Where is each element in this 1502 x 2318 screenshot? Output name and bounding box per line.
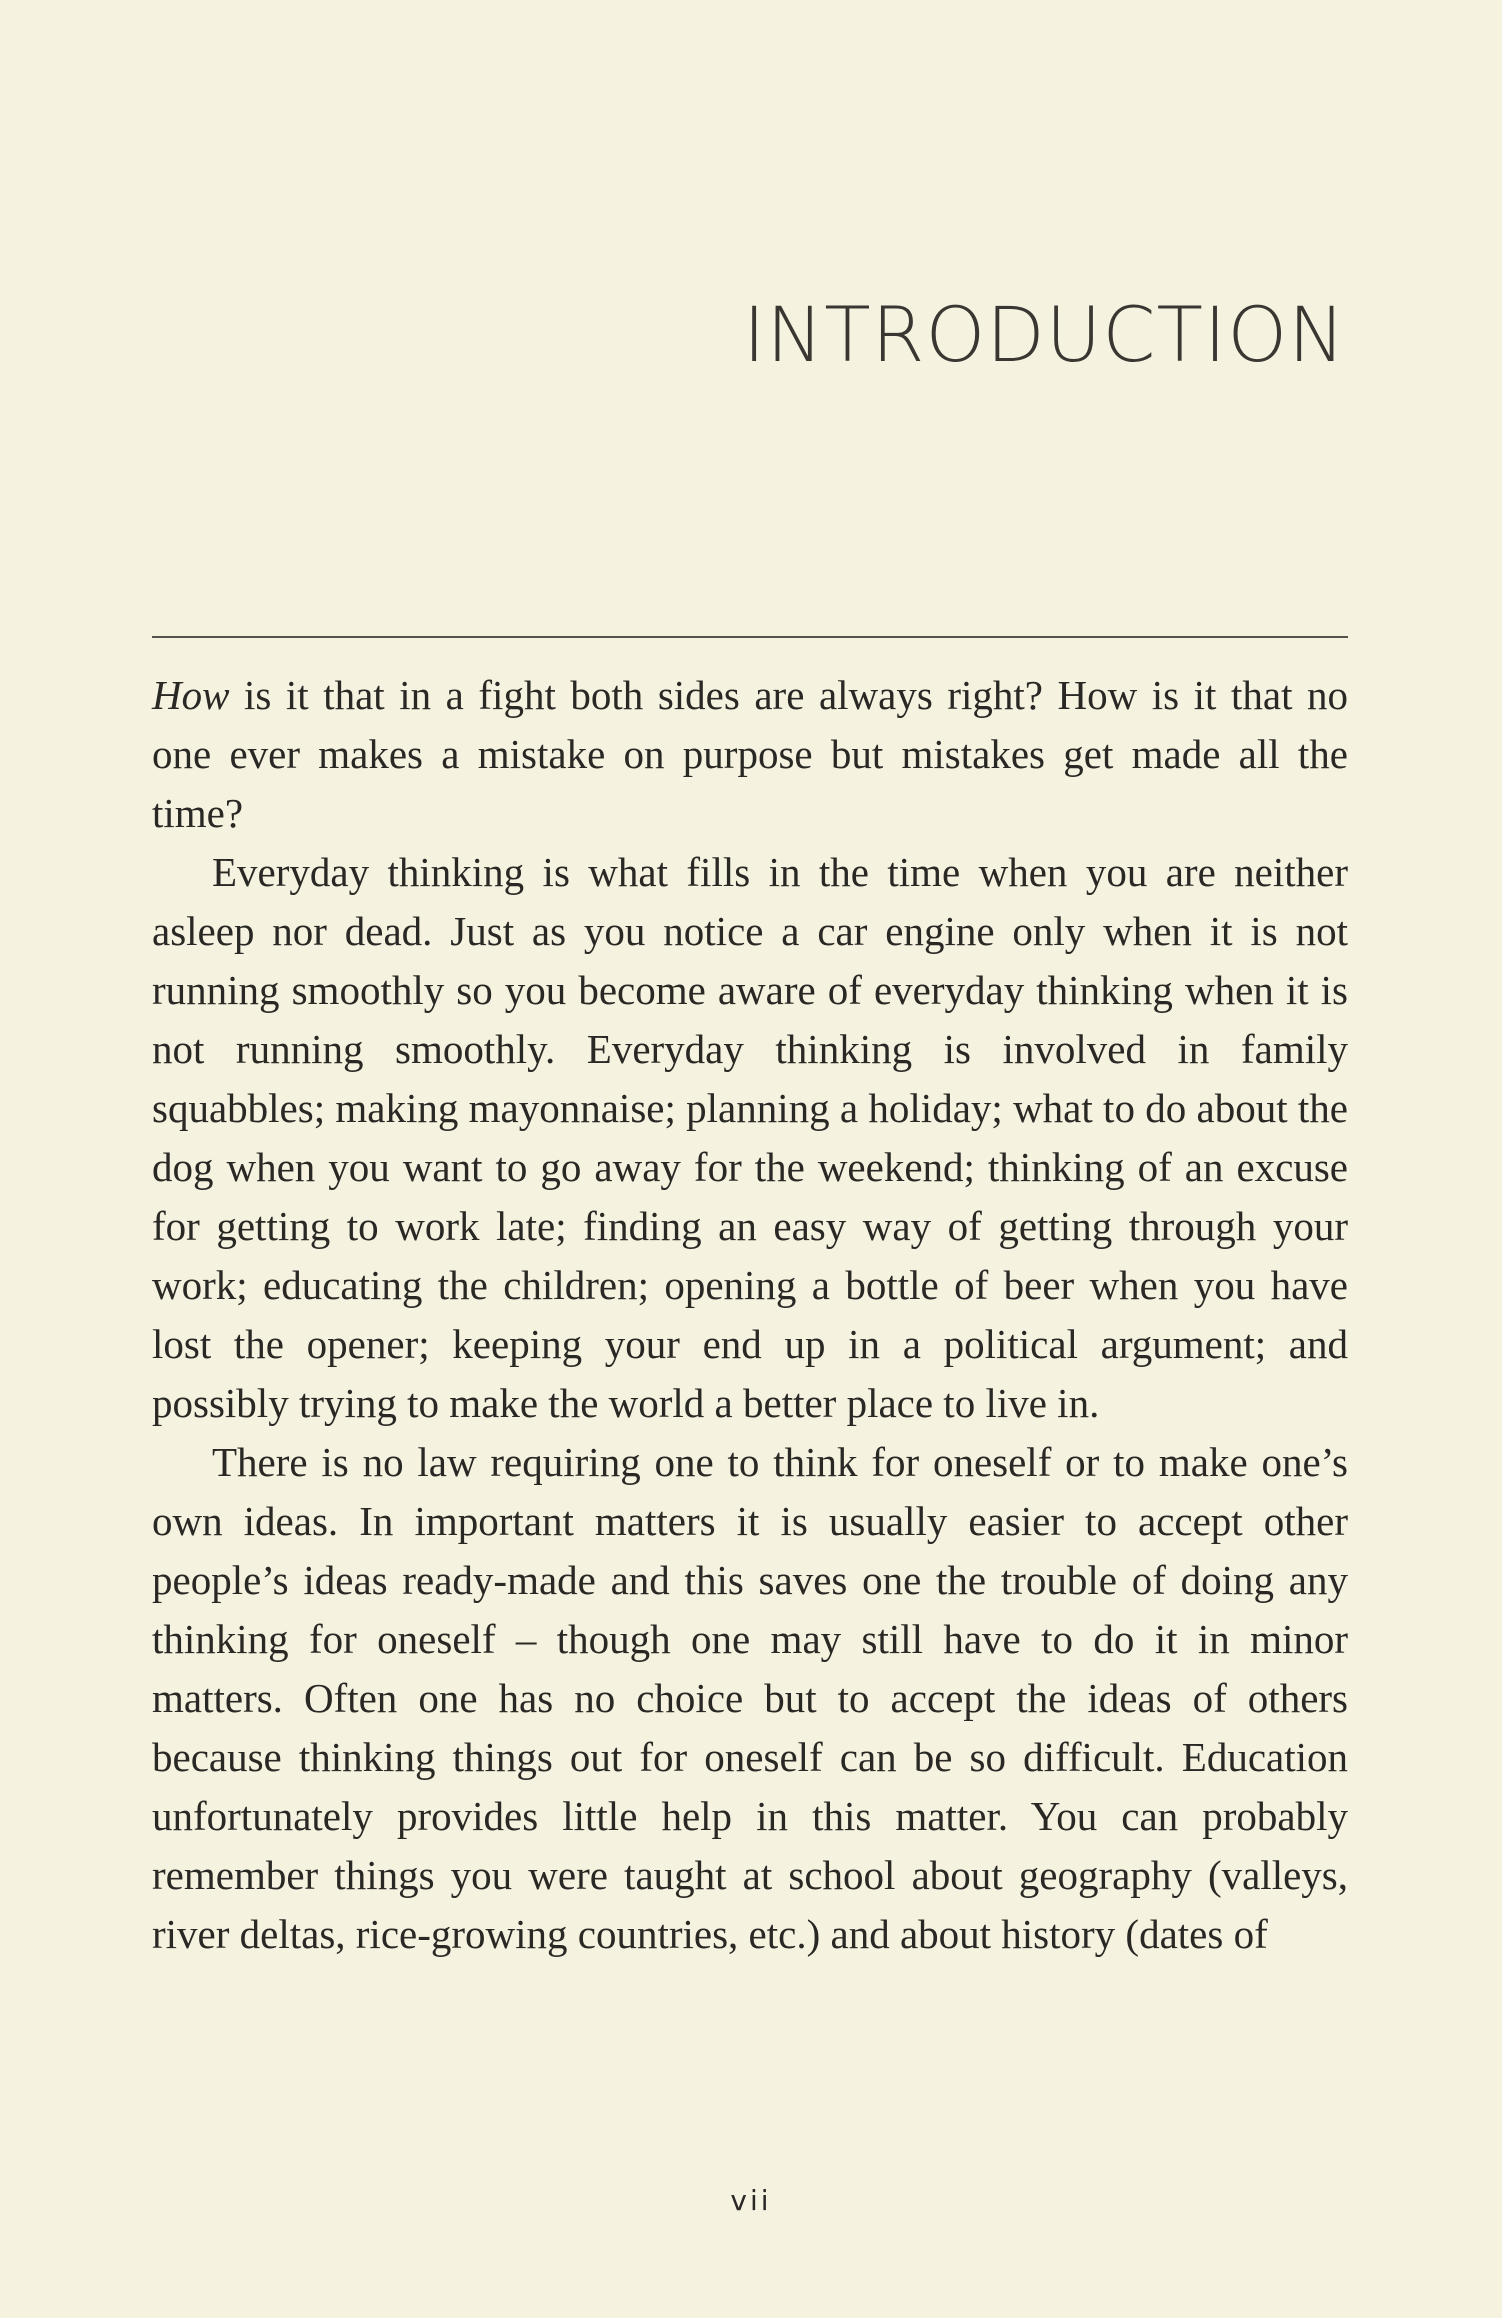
paragraph-2: Everyday thinking is what fills in the time when you are neither asleep nor dead. Just as you notice a car engine only when it is not running smoothly so you become aware of everyday thinking when it is not running smoothly. Everyday thinking is involved in family squabbles; making mayonnaise; planning a holiday; what to do about the dog when you want to go away for the weekend; thinking of an excuse for getting to work late; finding an easy way of getting through your work; educating the children; opening a bottle of beer when you have lost the opener; keeping your end up in a political argument; and possibly trying to make the world a better place to live in. [152,849,1348,1426]
paragraph-3: There is no law requiring one to think for oneself or to make one’s own ideas. In important matters it is usually easier to accept other people’s ideas ready-made and this saves one the trouble of doing any thinking for oneself – though one may still have to do it in minor matters. Often one has no choice but to accept the ideas of others because thinking things out for oneself can be so difficult. Education unfortunately provides little help in this matter. You can probably remember things you were taught at school about geography (valleys, river deltas, rice-growing countries, etc.) and about history (dates of [152,1439,1348,1957]
paragraph-1-lead-word: How [152,672,230,718]
paragraph-1 [152,666,1348,843]
chapter-title: INTRODUCTION [742,290,1346,379]
paragraph-1-text: is it that in a fight both sides are always right? How is it that no one ever makes a mistake on purpose but mistakes get made all the time? [152,672,1348,836]
body-text [152,666,1348,1964]
page-number: vii [730,2184,772,2217]
title-divider [152,636,1348,638]
